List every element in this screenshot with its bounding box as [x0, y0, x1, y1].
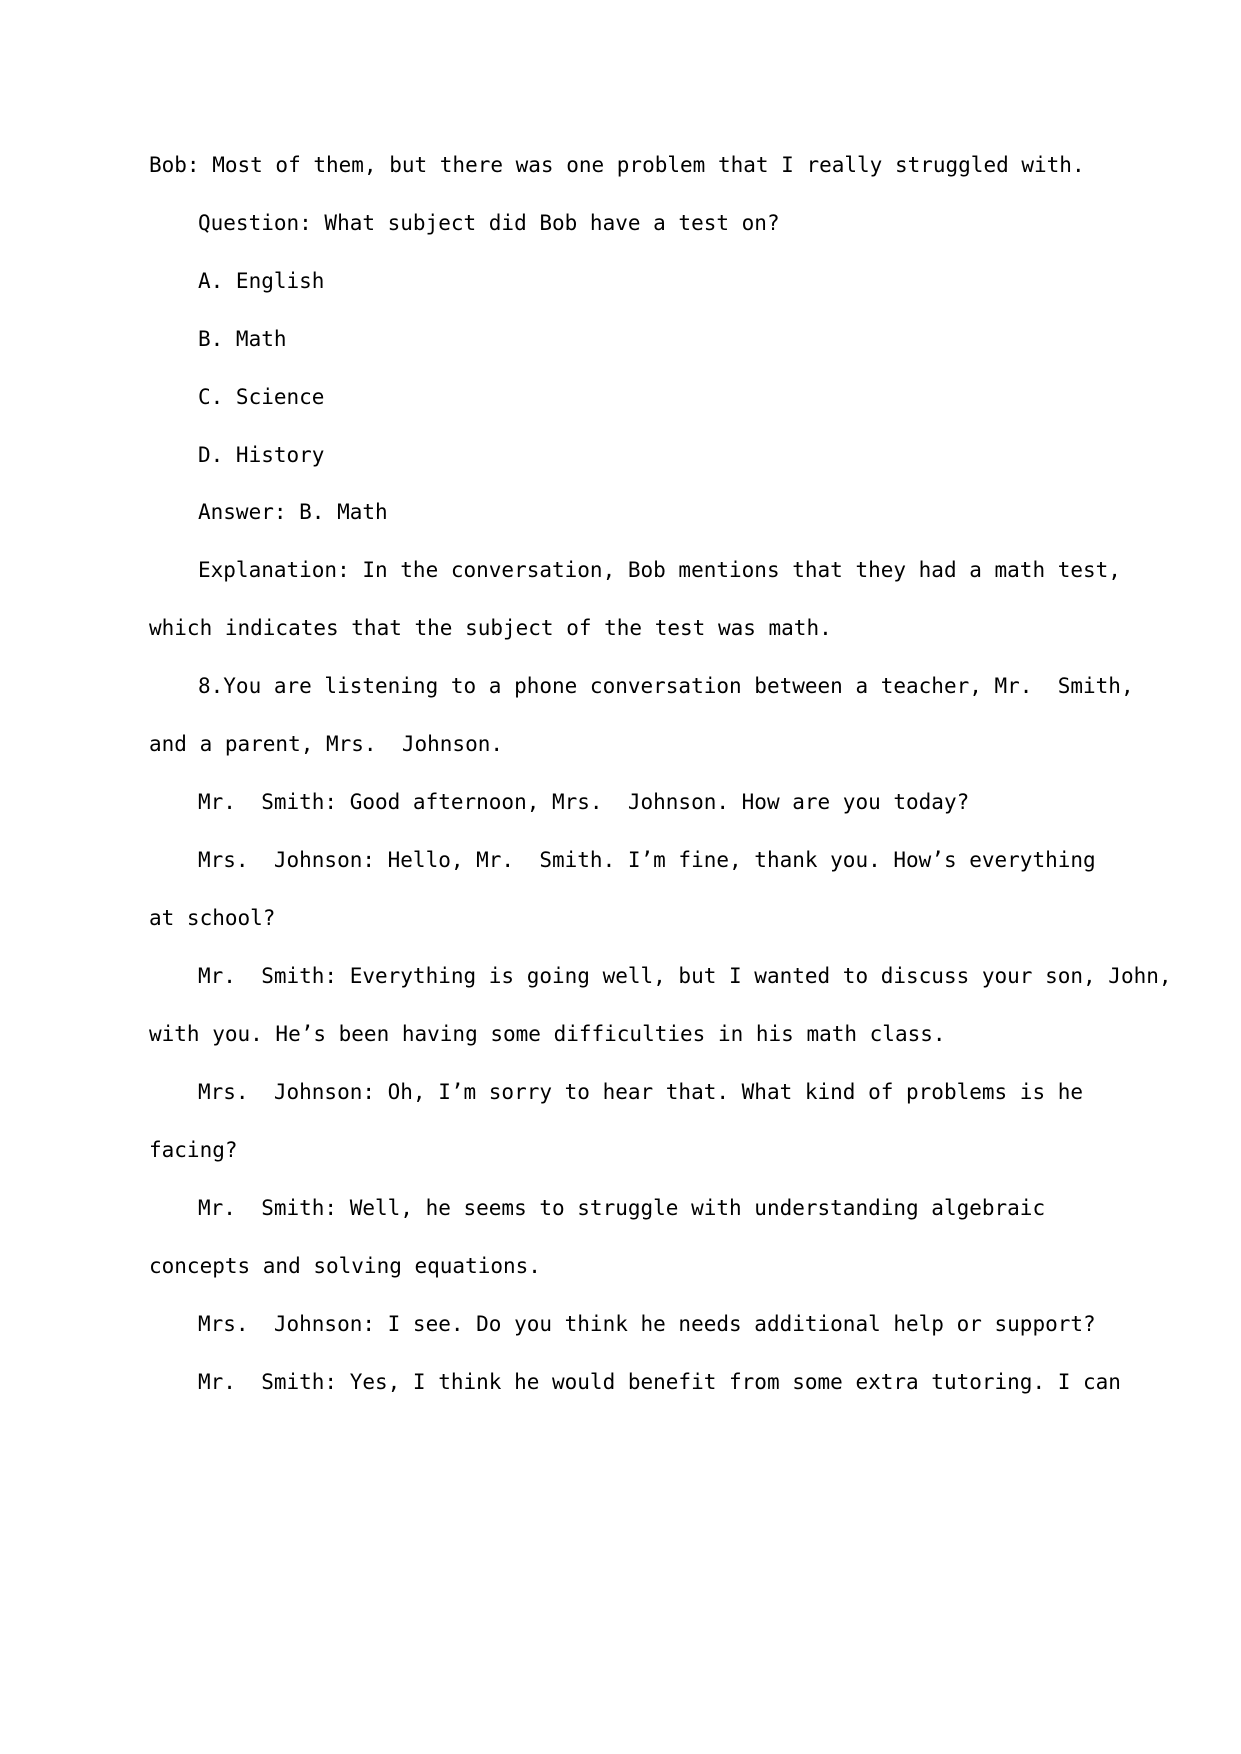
dialogue-line-smith-2-cont: with you. He’s been having some difficulties in his math class. [149, 1022, 946, 1046]
option-a: A. English [198, 269, 325, 293]
answer-line: Answer: B. Math [198, 500, 388, 524]
option-d: D. History [198, 443, 325, 467]
question-text: Question: What subject did Bob have a test on? [198, 211, 780, 235]
explanation-line-1: Explanation: In the conversation, Bob mentions that they had a math test, [198, 558, 1121, 582]
dialogue-line-johnson-3: Mrs. Johnson: I see. Do you think he needs additional help or support? [198, 1312, 1096, 1336]
dialogue-line-johnson-2-cont: facing? [149, 1138, 238, 1162]
dialogue-line-johnson-1-cont: at school? [149, 906, 276, 930]
question-8-intro-line-2: and a parent, Mrs. Johnson. [149, 732, 504, 756]
dialogue-line-smith-1: Mr. Smith: Good afternoon, Mrs. Johnson. How are you today? [198, 790, 970, 814]
dialogue-line-johnson-1: Mrs. Johnson: Hello, Mr. Smith. I’m fine, thank you. How’s everything [198, 848, 1096, 872]
dialogue-line-johnson-2: Mrs. Johnson: Oh, I’m sorry to hear that. What kind of problems is he [198, 1080, 1084, 1104]
option-b: B. Math [198, 327, 287, 351]
explanation-line-2: which indicates that the subject of the test was math. [149, 616, 832, 640]
dialogue-line-smith-3-cont: concepts and solving equations. [149, 1254, 541, 1278]
dialogue-line-smith-2: Mr. Smith: Everything is going well, but I wanted to discuss your son, John, [198, 964, 1172, 988]
option-c: C. Science [198, 385, 325, 409]
dialogue-line-smith-4: Mr. Smith: Yes, I think he would benefit from some extra tutoring. I can [198, 1370, 1121, 1394]
dialogue-line-bob: Bob: Most of them, but there was one problem that I really struggled with. [149, 153, 1085, 177]
dialogue-line-smith-3: Mr. Smith: Well, he seems to struggle with understanding algebraic [198, 1196, 1046, 1220]
question-8-intro-line-1: 8.You are listening to a phone conversation between a teacher, Mr. Smith, [198, 674, 1134, 698]
